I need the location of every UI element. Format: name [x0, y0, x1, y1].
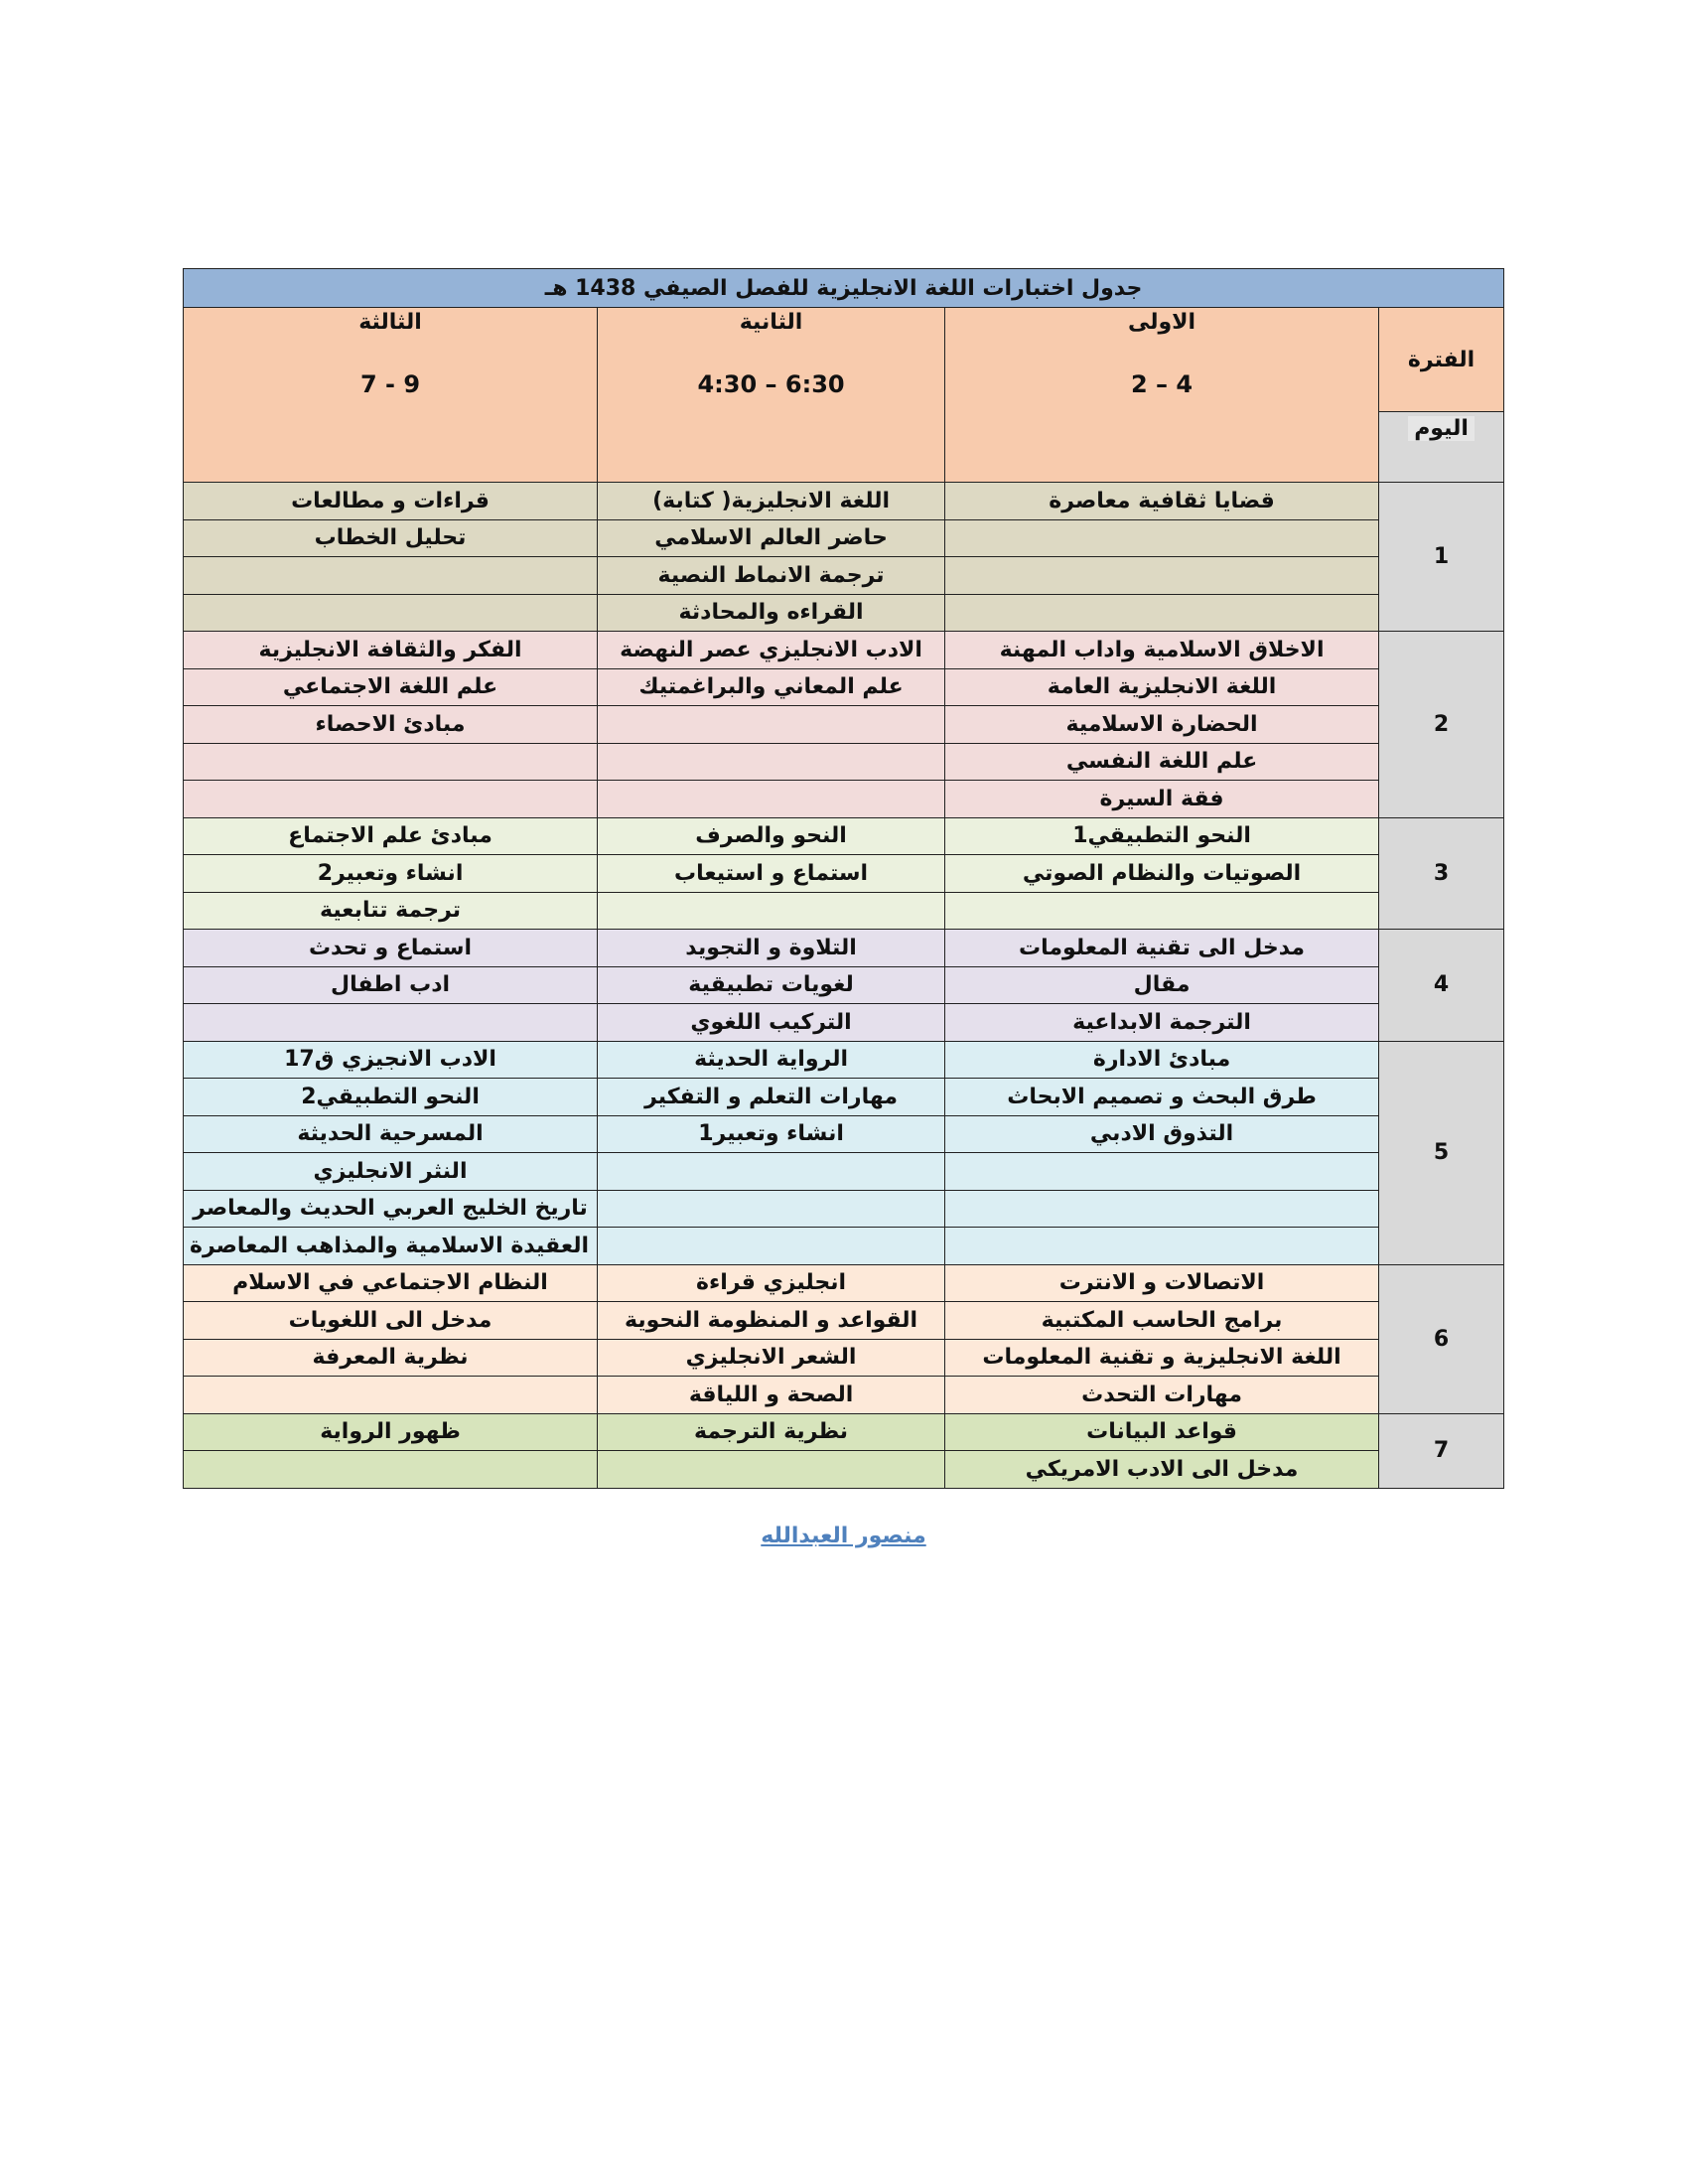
- course-cell: استماع و استيعاب: [598, 855, 945, 893]
- course-cell: [598, 1190, 945, 1228]
- course-cell: مدخل الى اللغويات: [184, 1302, 598, 1340]
- course-cell: الصوتيات والنظام الصوتي: [945, 855, 1379, 893]
- author-link[interactable]: منصور العبدالله: [761, 1524, 926, 1548]
- table-row: [184, 483, 1504, 520]
- course-cell: تحليل الخطاب: [184, 519, 598, 557]
- course-cell: النحو والصرف: [598, 817, 945, 855]
- course-cell: اللغة الانجليزية العامة: [945, 668, 1379, 706]
- course-cell: علم المعاني والبراغمتيك: [598, 668, 945, 706]
- course-cell: النظام الاجتماعي في الاسلام: [184, 1264, 598, 1302]
- course-cell: العقيدة الاسلامية والمذاهب المعاصرة: [184, 1228, 598, 1265]
- course-cell: [184, 743, 598, 781]
- table-row: [184, 557, 1504, 595]
- course-cell: [598, 1228, 945, 1265]
- course-cell: [945, 594, 1379, 632]
- table-row: [184, 817, 1504, 855]
- table-row: [184, 632, 1504, 669]
- course-cell: قراءات و مطالعات: [184, 483, 598, 520]
- course-cell: الترجمة الابداعية: [945, 1004, 1379, 1042]
- course-cell: [184, 781, 598, 818]
- period-header-1: [945, 308, 1379, 483]
- course-cell: نظرية الترجمة: [598, 1413, 945, 1451]
- course-cell: النحو التطبيقي1: [945, 817, 1379, 855]
- period-time: 7 - 9: [359, 370, 421, 398]
- course-cell: التركيب اللغوي: [598, 1004, 945, 1042]
- course-cell: الاخلاق الاسلامية واداب المهنة: [945, 632, 1379, 669]
- course-cell: انجليزي قراءة: [598, 1264, 945, 1302]
- table-row: [184, 1413, 1504, 1451]
- course-cell: مبادئ الادارة: [945, 1041, 1379, 1079]
- table-row: [184, 1004, 1504, 1042]
- course-cell: مدخل الى الادب الامريكي: [945, 1451, 1379, 1489]
- table-row: [184, 743, 1504, 781]
- day-number: 3: [1379, 817, 1504, 930]
- course-cell: الاتصالات و الانترت: [945, 1264, 1379, 1302]
- course-cell: النحو التطبيقي2: [184, 1079, 598, 1116]
- period-time: 4:30 – 6:30: [697, 370, 845, 398]
- course-cell: [184, 1451, 598, 1489]
- course-cell: [184, 594, 598, 632]
- course-cell: [945, 557, 1379, 595]
- course-cell: [598, 892, 945, 930]
- course-cell: مدخل الى تقنية المعلومات: [945, 930, 1379, 967]
- course-cell: مبادئ علم الاجتماع: [184, 817, 598, 855]
- period-time: 2 – 4: [1130, 370, 1194, 398]
- table-row: [184, 1451, 1504, 1489]
- table-row: [184, 519, 1504, 557]
- course-cell: طرق البحث و تصميم الابحاث: [945, 1079, 1379, 1116]
- table-row: [184, 781, 1504, 818]
- course-cell: برامج الحاسب المكتبية: [945, 1302, 1379, 1340]
- course-cell: [598, 706, 945, 744]
- course-cell: المسرحية الحديثة: [184, 1115, 598, 1153]
- table-row: [184, 1302, 1504, 1340]
- course-cell: الرواية الحديثة: [598, 1041, 945, 1079]
- course-cell: انشاء وتعبير2: [184, 855, 598, 893]
- day-number: 6: [1379, 1264, 1504, 1413]
- exam-schedule-table: [183, 268, 1504, 1489]
- table-row: [184, 930, 1504, 967]
- period-name: الاولى: [1127, 310, 1196, 335]
- course-cell: علم اللغة الاجتماعي: [184, 668, 598, 706]
- day-number: 7: [1379, 1413, 1504, 1488]
- table-row: [184, 1377, 1504, 1414]
- period-name: الثالثة: [358, 310, 422, 335]
- table-row: [184, 594, 1504, 632]
- course-cell: اللغة الانجليزية( كتابة): [598, 483, 945, 520]
- course-cell: انشاء وتعبير1: [598, 1115, 945, 1153]
- course-cell: فقة السيرة: [945, 781, 1379, 818]
- day-number: 2: [1379, 632, 1504, 818]
- table-row: [184, 1264, 1504, 1302]
- course-cell: نظرية المعرفة: [184, 1339, 598, 1377]
- course-cell: [598, 781, 945, 818]
- course-cell: [945, 519, 1379, 557]
- course-cell: التلاوة و التجويد: [598, 930, 945, 967]
- table-row: [184, 1115, 1504, 1153]
- course-cell: مهارات التعلم و التفكير: [598, 1079, 945, 1116]
- period-label: الفترة: [1379, 308, 1504, 412]
- course-cell: اللغة الانجليزية و تقنية المعلومات: [945, 1339, 1379, 1377]
- course-cell: [598, 1451, 945, 1489]
- course-cell: استماع و تحدث: [184, 930, 598, 967]
- table-row: [184, 1041, 1504, 1079]
- period-header-3: [184, 308, 598, 483]
- table-row: [184, 1190, 1504, 1228]
- course-cell: الصحة و اللياقة: [598, 1377, 945, 1414]
- course-cell: القراءه والمحادثة: [598, 594, 945, 632]
- course-cell: لغويات تطبيقية: [598, 966, 945, 1004]
- course-cell: قواعد البيانات: [945, 1413, 1379, 1451]
- course-cell: [598, 1153, 945, 1191]
- course-cell: ترجمة الانماط النصية: [598, 557, 945, 595]
- table-row: [184, 1079, 1504, 1116]
- course-cell: [945, 1153, 1379, 1191]
- course-cell: النثر الانجليزي: [184, 1153, 598, 1191]
- course-cell: [945, 1190, 1379, 1228]
- course-cell: الادب الانجليزي عصر النهضة: [598, 632, 945, 669]
- table-row: [184, 1228, 1504, 1265]
- course-cell: تاريخ الخليج العربي الحديث والمعاصر: [184, 1190, 598, 1228]
- course-cell: الشعر الانجليزي: [598, 1339, 945, 1377]
- table-row: [184, 1153, 1504, 1191]
- course-cell: الفكر والثقافة الانجليزية: [184, 632, 598, 669]
- course-cell: ظهور الرواية: [184, 1413, 598, 1451]
- table-row: [184, 855, 1504, 893]
- table-row: [184, 892, 1504, 930]
- table-row: [184, 966, 1504, 1004]
- course-cell: التذوق الادبي: [945, 1115, 1379, 1153]
- table-row: [184, 1339, 1504, 1377]
- course-cell: مبادئ الاحصاء: [184, 706, 598, 744]
- day-label: [1379, 412, 1504, 483]
- table-row: [184, 706, 1504, 744]
- course-cell: قضايا ثقافية معاصرة: [945, 483, 1379, 520]
- course-cell: مهارات التحدث: [945, 1377, 1379, 1414]
- course-cell: مقال: [945, 966, 1379, 1004]
- course-cell: القواعد و المنظومة النحوية: [598, 1302, 945, 1340]
- table-title: جدول اختبارات اللغة الانجليزية للفصل الصيفي 1438 هـ: [184, 269, 1504, 308]
- course-cell: ادب اطفال: [184, 966, 598, 1004]
- course-cell: الحضارة الاسلامية: [945, 706, 1379, 744]
- course-cell: [184, 1004, 598, 1042]
- course-cell: [184, 557, 598, 595]
- course-cell: حاضر العالم الاسلامي: [598, 519, 945, 557]
- course-cell: ترجمة تتابعية: [184, 892, 598, 930]
- course-cell: الادب الانجيزي ق17: [184, 1041, 598, 1079]
- table-row: [184, 668, 1504, 706]
- course-cell: [945, 892, 1379, 930]
- period-name: الثانية: [739, 310, 803, 335]
- course-cell: [598, 743, 945, 781]
- course-cell: [945, 1228, 1379, 1265]
- day-label-text: اليوم: [1408, 416, 1475, 441]
- day-number: 5: [1379, 1041, 1504, 1264]
- day-number: 4: [1379, 930, 1504, 1042]
- period-header-2: [598, 308, 945, 483]
- day-number: 1: [1379, 483, 1504, 632]
- course-cell: علم اللغة النفسي: [945, 743, 1379, 781]
- course-cell: [184, 1377, 598, 1414]
